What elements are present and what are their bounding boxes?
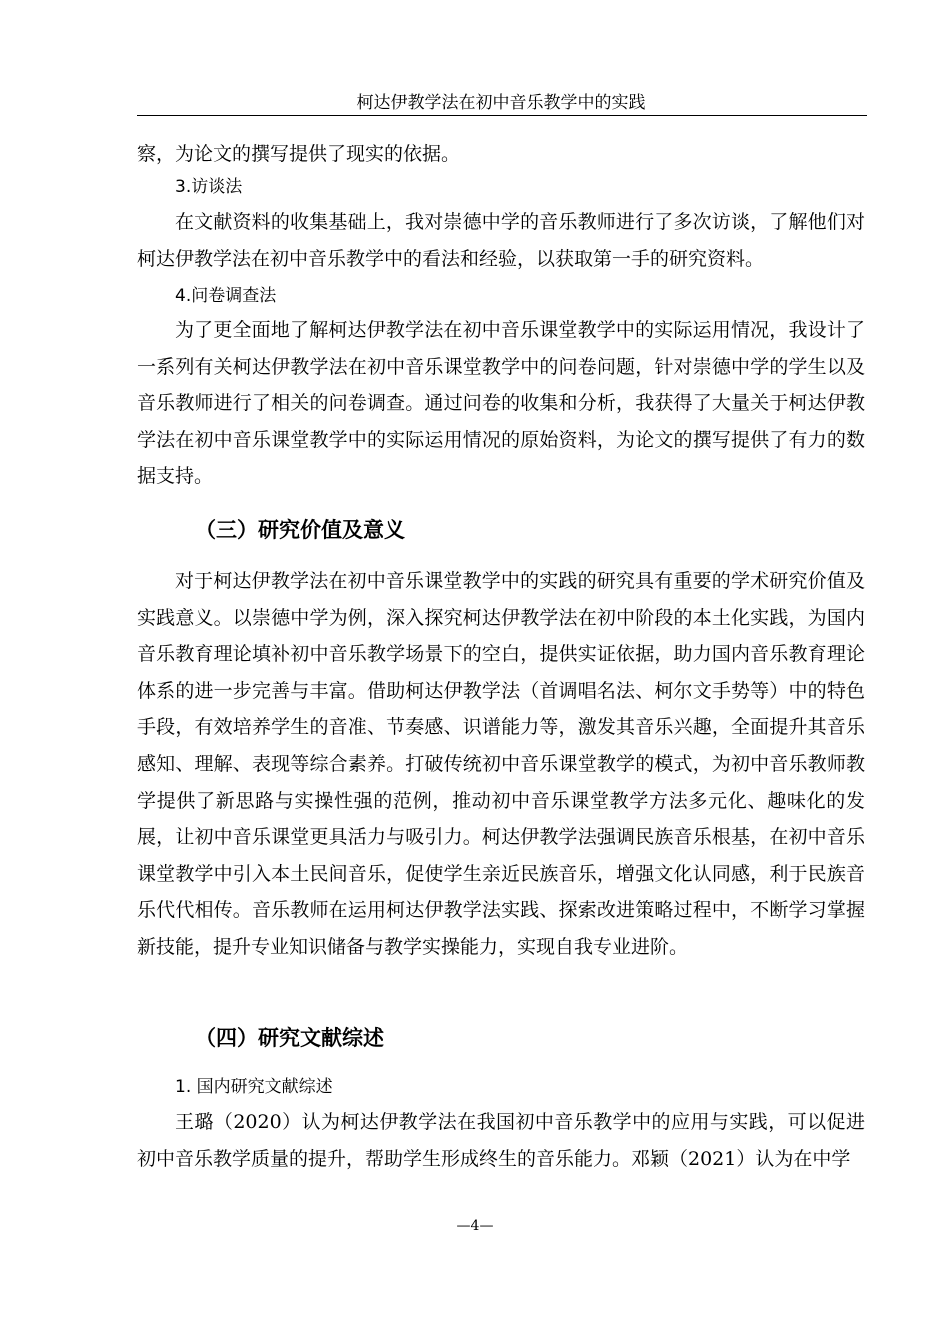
paragraph-questionnaire: 为了更全面地了解柯达伊教学法在初中音乐课堂教学中的实际运用情况，我设计了一系列有关柯达伊教学法在初中音乐课堂教学中的问卷问题，针对崇德中学的学生以及音乐教师进行了相关的问卷调查。通过问卷的收集和分析，我获得了大量关于柯达伊教学法在初中音乐课堂教学中的实际运用情况的原始资料，为论文的撰写提供了有力的数据支持。 — [137, 319, 865, 488]
paragraph-interview: 在文献资料的收集基础上，我对崇德中学的音乐教师进行了多次访谈，了解他们对柯达伊教学法在初中音乐教学中的看法和经验，以获取第一手的研究资料。 — [137, 211, 865, 270]
paragraph-literature: 王璐（2020）认为柯达伊教学法在我国初中音乐教学中的应用与实践，可以促进初中音乐教学质量的提升，帮助学生形成终生的音乐能力。邓颖（2021）认为在中学 — [137, 1111, 865, 1170]
paragraph-value: 对于柯达伊教学法在初中音乐课堂教学中的实践的研究具有重要的学术研究价值及实践意义。以崇德中学为例，深入探究柯达伊教学法在初中阶段的本土化实践，为国内音乐教育理论填补初中音乐教学场景下的空白，提供实证依据，助力国内音乐教育理论体系的进一步完善与丰富。借助柯达伊教学法（首调唱名法、柯尔文手势等）中的特色手段，有效培养学生的音准、节奏感、识谱能力等，激发其音乐兴趣，全面提升其音乐感知、理解、表现等综合素养。打破传统初中音乐课堂教学的模式，为初中音乐教师教学提供了新思路与实操性强的范例，推动初中音乐课堂教学方法多元化、趣味化的发展，让初中音乐课堂更具活力与吸引力。柯达伊教学法强调民族音乐根基，在初中音乐课堂教学中引入本土民间音乐，促使学生亲近民族音乐，增强文化认同感，利于民族音乐代代相传。音乐教师在运用柯达伊教学法实践、探索改进策略过程中，不断学习掌握新技能，提升专业知识储备与教学实操能力，实现自我专业进阶。 — [137, 570, 865, 958]
section-heading-value: （三）研究价值及意义 — [195, 518, 405, 542]
subheading-questionnaire-method: 4.问卷调查法 — [175, 286, 277, 306]
page-number: —4— — [456, 1218, 494, 1234]
section-heading-literature: （四）研究文献综述 — [195, 1026, 384, 1050]
subheading-interview-method: 3.访谈法 — [175, 177, 243, 197]
header-rule — [137, 115, 867, 116]
subheading-domestic-literature: 1. 国内研究文献综述 — [175, 1077, 333, 1097]
running-header: 柯达伊教学法在初中音乐教学中的实践 — [356, 93, 646, 113]
paragraph-continuation: 察，为论文的撰写提供了现实的依据。 — [137, 143, 461, 165]
